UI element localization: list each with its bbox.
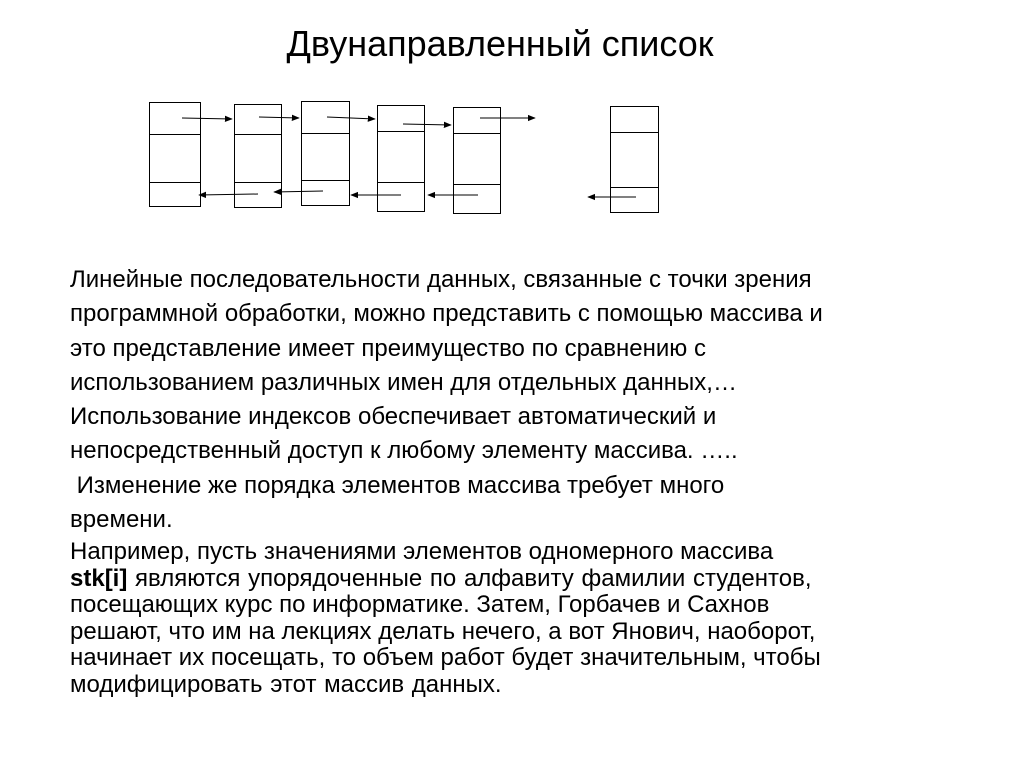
paragraph-array-representation [70, 263, 980, 537]
list-node-3 [301, 102, 350, 206]
paragraph-example [70, 539, 980, 699]
text-line: времени. [70, 506, 173, 534]
text-line: Например, пусть значениями элементов одномерного массива [70, 538, 774, 565]
doubly-linked-list-diagram [0, 0, 1024, 240]
next-arrow-3 [327, 117, 375, 119]
text-line: Использование индексов обеспечивает автоматический и [70, 403, 717, 431]
text-line: модифицировать этот массив данных. [70, 670, 502, 698]
text-line: решают, что им на лекциях делать нечего, а вот Янович, наоборот, [70, 617, 816, 645]
text-line: начинает их посещать, то объем работ будет значительным, чтобы [70, 644, 821, 672]
next-arrow-2 [259, 117, 299, 118]
prev-pointer-arrows [199, 191, 636, 197]
text-line: Линейные последовательности данных, связанные с точки зрения [70, 266, 812, 293]
next-arrow-4 [403, 124, 451, 125]
array-identifier: stk[i] [70, 564, 128, 592]
text-line: это представление имеет преимущество по сравнению с [70, 334, 706, 362]
list-node-4 [377, 106, 425, 212]
text-line: использованием различных имен для отдельных данных,… [70, 368, 737, 396]
slide-title: Двунаправленный список [286, 23, 714, 64]
text-line: посещающих курс по информатике. Затем, Горбачев и Сахнов [70, 591, 770, 619]
text-line: Изменение же порядка элементов массива требует много [70, 471, 725, 499]
text-line: программной обработки, можно представить с помощью массива и [70, 300, 823, 328]
prev-arrow-1 [199, 194, 258, 195]
text-line [70, 566, 980, 593]
list-node-5 [453, 108, 501, 214]
next-arrow-1 [182, 118, 232, 119]
text-fragment: являются упорядоченные по алфавиту фамилии студентов, [127, 564, 812, 592]
text-line: непосредственный доступ к любому элементу массива. ….. [70, 437, 738, 465]
